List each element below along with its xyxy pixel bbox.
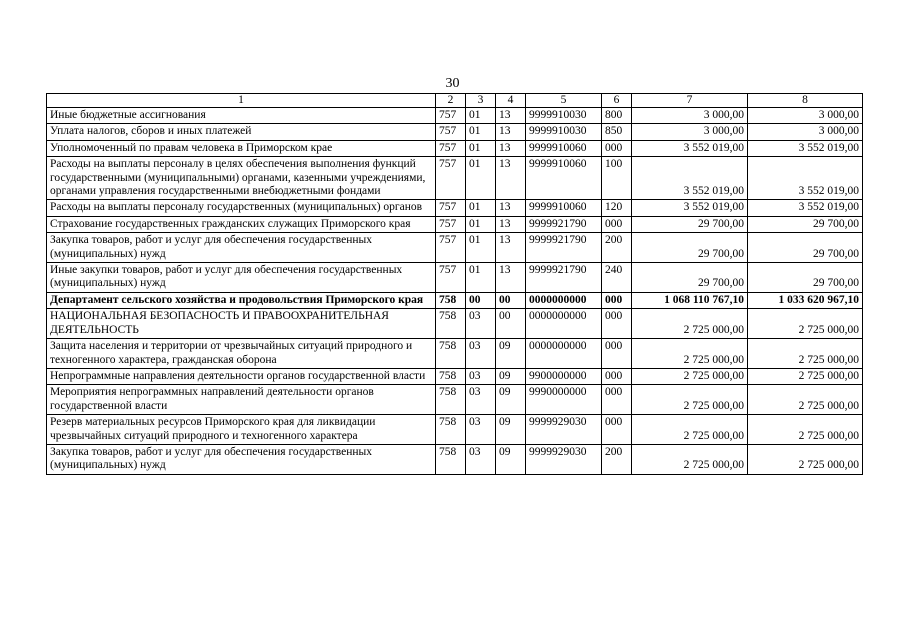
table-row <box>47 385 863 415</box>
row-name-cell: Иные закупки товаров, работ и услуг для обеспечения государственных (муниципальных) нужд <box>47 263 436 293</box>
row-name-cell: Непрограммные направления деятельности органов государственной власти <box>47 368 436 384</box>
row-amount-year2-cell: 29 700,00 <box>748 216 863 232</box>
row-amount-year1-cell: 3 000,00 <box>632 124 748 140</box>
page-number: 30 <box>445 76 460 91</box>
row-section-cell: 00 <box>466 292 496 308</box>
row-amount-year1-cell: 3 552 019,00 <box>632 200 748 216</box>
row-amount-year2-cell: 3 000,00 <box>748 124 863 140</box>
row-name-cell: Мероприятия непрограммных направлений деятельности органов государственной власти <box>47 385 436 415</box>
header-cell: 4 <box>496 94 526 108</box>
table-row <box>47 415 863 445</box>
row-section-cell: 03 <box>466 385 496 415</box>
row-amount-year2-cell: 3 552 019,00 <box>748 140 863 156</box>
row-expense-type-cell: 200 <box>602 444 632 474</box>
row-section-cell: 01 <box>466 157 496 200</box>
row-expense-type-cell: 000 <box>602 339 632 369</box>
row-target-article-cell: 9999921790 <box>526 216 602 232</box>
row-name-cell: Расходы на выплаты персоналу государственных (муниципальных) органов <box>47 200 436 216</box>
row-name-cell: Защита населения и территории от чрезвычайных ситуаций природного и техногенного характера, гражданская оборона <box>47 339 436 369</box>
row-admin-code-cell: 758 <box>436 292 466 308</box>
row-subsection-cell: 13 <box>496 233 526 263</box>
row-section-cell: 01 <box>466 233 496 263</box>
row-expense-type-cell: 000 <box>602 140 632 156</box>
row-name-cell: НАЦИОНАЛЬНАЯ БЕЗОПАСНОСТЬ И ПРАВООХРАНИТЕЛЬНАЯ ДЕЯТЕЛЬНОСТЬ <box>47 309 436 339</box>
table-row <box>47 233 863 263</box>
row-expense-type-cell: 100 <box>602 157 632 200</box>
table-row <box>47 216 863 232</box>
row-amount-year1-cell: 2 725 000,00 <box>632 368 748 384</box>
row-name-cell: Расходы на выплаты персоналу в целях обеспечения выполнения функций государственными (муниципальными) органами, казенными учреждениями, органами управления государственными внебюджетными фондами <box>47 157 436 200</box>
row-amount-year1-cell: 2 725 000,00 <box>632 415 748 445</box>
row-section-cell: 01 <box>466 200 496 216</box>
header-cell: 6 <box>602 94 632 108</box>
row-expense-type-cell: 000 <box>602 216 632 232</box>
row-expense-type-cell: 000 <box>602 385 632 415</box>
row-subsection-cell: 09 <box>496 368 526 384</box>
row-section-cell: 01 <box>466 216 496 232</box>
row-admin-code-cell: 758 <box>436 309 466 339</box>
row-name-cell: Резерв материальных ресурсов Приморского края для ликвидации чрезвычайных ситуаций природного и техногенного характера <box>47 415 436 445</box>
row-subsection-cell: 00 <box>496 309 526 339</box>
row-target-article-cell: 9999910060 <box>526 200 602 216</box>
row-subsection-cell: 00 <box>496 292 526 308</box>
row-section-cell: 01 <box>466 124 496 140</box>
table-row <box>47 292 863 308</box>
row-subsection-cell: 13 <box>496 140 526 156</box>
table-row <box>47 263 863 293</box>
row-target-article-cell: 0000000000 <box>526 292 602 308</box>
row-amount-year1-cell: 3 000,00 <box>632 108 748 124</box>
row-amount-year2-cell: 29 700,00 <box>748 233 863 263</box>
row-target-article-cell: 9999929030 <box>526 444 602 474</box>
header-cell: 1 <box>47 94 436 108</box>
table-row <box>47 124 863 140</box>
row-expense-type-cell: 000 <box>602 368 632 384</box>
row-section-cell: 03 <box>466 309 496 339</box>
table-row <box>47 309 863 339</box>
row-amount-year1-cell: 29 700,00 <box>632 263 748 293</box>
row-admin-code-cell: 757 <box>436 124 466 140</box>
row-amount-year1-cell: 29 700,00 <box>632 233 748 263</box>
row-name-cell: Уплата налогов, сборов и иных платежей <box>47 124 436 140</box>
row-amount-year2-cell: 29 700,00 <box>748 263 863 293</box>
row-expense-type-cell: 200 <box>602 233 632 263</box>
row-name-cell: Уполномоченный по правам человека в Приморском крае <box>47 140 436 156</box>
row-subsection-cell: 13 <box>496 124 526 140</box>
row-target-article-cell: 0000000000 <box>526 309 602 339</box>
table-row <box>47 157 863 200</box>
budget-table <box>46 93 863 475</box>
row-admin-code-cell: 757 <box>436 233 466 263</box>
header-cell: 5 <box>526 94 602 108</box>
row-name-cell: Иные бюджетные ассигнования <box>47 108 436 124</box>
row-amount-year2-cell: 2 725 000,00 <box>748 309 863 339</box>
row-admin-code-cell: 758 <box>436 415 466 445</box>
table-row <box>47 368 863 384</box>
row-admin-code-cell: 758 <box>436 385 466 415</box>
row-section-cell: 03 <box>466 339 496 369</box>
row-name-cell: Страхование государственных гражданских служащих Приморского края <box>47 216 436 232</box>
row-amount-year2-cell: 2 725 000,00 <box>748 415 863 445</box>
row-target-article-cell: 9999910030 <box>526 108 602 124</box>
row-section-cell: 01 <box>466 108 496 124</box>
row-amount-year2-cell: 3 552 019,00 <box>748 200 863 216</box>
row-amount-year2-cell: 2 725 000,00 <box>748 368 863 384</box>
row-admin-code-cell: 758 <box>436 444 466 474</box>
row-amount-year2-cell: 1 033 620 967,10 <box>748 292 863 308</box>
row-subsection-cell: 09 <box>496 385 526 415</box>
row-expense-type-cell: 800 <box>602 108 632 124</box>
row-target-article-cell: 9999921790 <box>526 263 602 293</box>
row-amount-year2-cell: 3 552 019,00 <box>748 157 863 200</box>
row-amount-year1-cell: 2 725 000,00 <box>632 385 748 415</box>
row-name-cell: Закупка товаров, работ и услуг для обеспечения государственных (муниципальных) нужд <box>47 444 436 474</box>
row-admin-code-cell: 758 <box>436 368 466 384</box>
row-section-cell: 01 <box>466 140 496 156</box>
row-subsection-cell: 13 <box>496 216 526 232</box>
row-amount-year2-cell: 2 725 000,00 <box>748 444 863 474</box>
row-amount-year1-cell: 29 700,00 <box>632 216 748 232</box>
row-admin-code-cell: 757 <box>436 140 466 156</box>
row-target-article-cell: 9999921790 <box>526 233 602 263</box>
row-target-article-cell: 0000000000 <box>526 339 602 369</box>
row-subsection-cell: 13 <box>496 263 526 293</box>
row-section-cell: 03 <box>466 415 496 445</box>
table-row <box>47 339 863 369</box>
row-target-article-cell: 9999910030 <box>526 124 602 140</box>
row-amount-year2-cell: 2 725 000,00 <box>748 339 863 369</box>
row-expense-type-cell: 000 <box>602 292 632 308</box>
row-amount-year1-cell: 2 725 000,00 <box>632 339 748 369</box>
row-expense-type-cell: 000 <box>602 309 632 339</box>
table-row <box>47 200 863 216</box>
row-subsection-cell: 13 <box>496 200 526 216</box>
row-amount-year2-cell: 3 000,00 <box>748 108 863 124</box>
row-admin-code-cell: 758 <box>436 339 466 369</box>
header-cell: 8 <box>748 94 863 108</box>
row-amount-year1-cell: 3 552 019,00 <box>632 140 748 156</box>
row-section-cell: 03 <box>466 444 496 474</box>
row-amount-year1-cell: 2 725 000,00 <box>632 309 748 339</box>
row-target-article-cell: 9999910060 <box>526 157 602 200</box>
row-target-article-cell: 9990000000 <box>526 385 602 415</box>
row-subsection-cell: 09 <box>496 339 526 369</box>
row-admin-code-cell: 757 <box>436 108 466 124</box>
table-header-row <box>47 94 863 108</box>
row-admin-code-cell: 757 <box>436 157 466 200</box>
row-target-article-cell: 9999929030 <box>526 415 602 445</box>
row-admin-code-cell: 757 <box>436 263 466 293</box>
row-expense-type-cell: 850 <box>602 124 632 140</box>
row-name-cell: Департамент сельского хозяйства и продовольствия Приморского края <box>47 292 436 308</box>
row-amount-year1-cell: 3 552 019,00 <box>632 157 748 200</box>
row-expense-type-cell: 240 <box>602 263 632 293</box>
row-name-cell: Закупка товаров, работ и услуг для обеспечения государственных (муниципальных) нужд <box>47 233 436 263</box>
row-section-cell: 01 <box>466 263 496 293</box>
table-row <box>47 444 863 474</box>
row-amount-year1-cell: 2 725 000,00 <box>632 444 748 474</box>
row-target-article-cell: 9999910060 <box>526 140 602 156</box>
row-expense-type-cell: 000 <box>602 415 632 445</box>
row-subsection-cell: 09 <box>496 444 526 474</box>
table-row <box>47 140 863 156</box>
row-target-article-cell: 9900000000 <box>526 368 602 384</box>
header-cell: 7 <box>632 94 748 108</box>
header-cell: 2 <box>436 94 466 108</box>
header-cell: 3 <box>466 94 496 108</box>
row-amount-year1-cell: 1 068 110 767,10 <box>632 292 748 308</box>
table-row <box>47 108 863 124</box>
row-admin-code-cell: 757 <box>436 200 466 216</box>
row-expense-type-cell: 120 <box>602 200 632 216</box>
row-subsection-cell: 13 <box>496 157 526 200</box>
row-admin-code-cell: 757 <box>436 216 466 232</box>
row-amount-year2-cell: 2 725 000,00 <box>748 385 863 415</box>
row-section-cell: 03 <box>466 368 496 384</box>
row-subsection-cell: 09 <box>496 415 526 445</box>
row-subsection-cell: 13 <box>496 108 526 124</box>
